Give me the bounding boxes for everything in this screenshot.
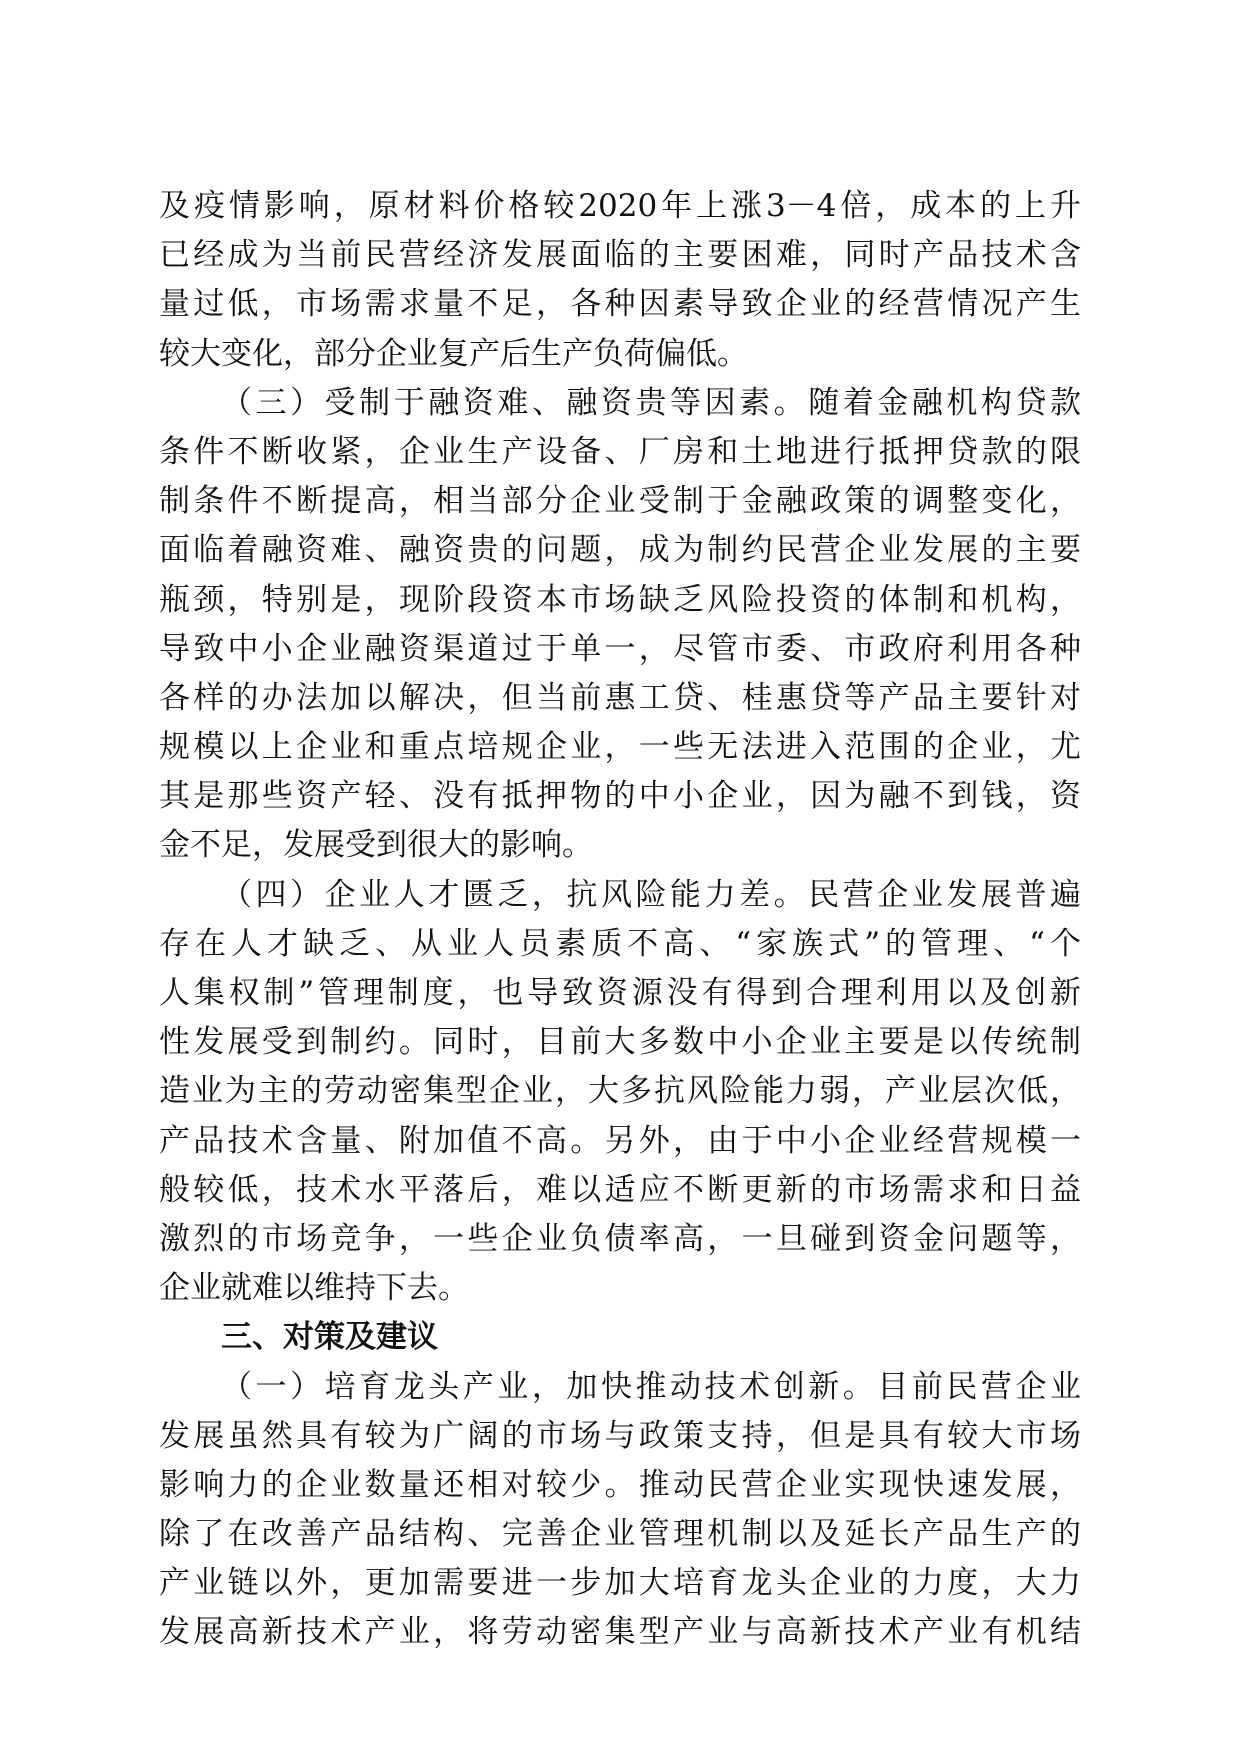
text-line: 其是那些资产轻、没有抵押物的中小企业，因为融不到钱，资 [159,778,1081,815]
text-line: 发展虽然具有较为广阔的市场与政策支持，但是具有较大市场 [159,1417,1081,1454]
text-line: 发展高新技术产业，将劳动密集型产业与高新技术产业有机结 [159,1614,1081,1651]
text-line: 性发展受到制约。同时，目前大多数中小企业主要是以传统制 [159,1024,1081,1061]
text-line: 企业就难以维持下去。 [159,1270,469,1307]
text-line: 面临着融资难、融资贵的问题，成为制约民营企业发展的主要 [159,532,1081,569]
text-line: 金不足，发展受到很大的影响。 [159,827,593,864]
text-line: 除了在改善产品结构、完善企业管理机制以及延长产品生产的 [159,1516,1081,1553]
text-line: 规模以上企业和重点培规企业，一些无法进入范围的企业，尤 [159,729,1081,766]
text-line: 导致中小企业融资渠道过于单一，尽管市委、市政府利用各种 [159,630,1081,667]
paragraph-financing [159,379,1081,871]
document-body [159,182,1081,1658]
text-line: 条件不断收紧，企业生产设备、厂房和土地进行抵押贷款的限 [159,433,1081,470]
text-line: 瓶颈，特别是，现阶段资本市场缺乏风险投资的体制和机构， [159,581,1081,618]
text-line: 各样的办法加以解决，但当前惠工贷、桂惠贷等产品主要针对 [159,679,1081,716]
text-line: （一）培育龙头产业，加快推动技术创新。目前民营企业 [221,1368,1081,1405]
section-heading [159,1313,1081,1362]
text-line: 产业链以外，更加需要进一步加大培育龙头企业的力度，大力 [159,1565,1081,1602]
text-line: 人集权制”管理制度，也导致资源没有得到合理利用以及创新 [159,975,1081,1011]
text-line: 制条件不断提高，相当部分企业受制于金融政策的调整变化， [159,483,1081,520]
text-line: 已经成为当前民营经济发展面临的主要困难，同时产品技术含 [159,237,1081,274]
text-line: 影响力的企业数量还相对较少。推动民营企业实现快速发展， [159,1466,1081,1503]
text-line: （三）受制于融资难、融资贵等因素。随着金融机构贷款 [221,384,1081,421]
text-line: 般较低，技术水平落后，难以适应不断更新的市场需求和日益 [159,1171,1081,1208]
heading-text: 三、对策及建议 [221,1319,438,1356]
text-line: 造业为主的劳动密集型企业，大多抗风险能力弱，产业层次低， [159,1073,1081,1110]
paragraph-continuation [159,182,1081,379]
text-line: 产品技术含量、附加值不高。另外，由于中小企业经营规模一 [159,1122,1081,1159]
text-line: 较大变化，部分企业复产后生产负荷偏低。 [159,335,748,372]
text-line: （四）企业人才匮乏，抗风险能力差。民营企业发展普遍 [221,876,1081,913]
text-line: 及疫情影响，原材料价格较2020年上涨3－4倍，成本的上升 [159,188,1081,224]
text-line: 量过低，市场需求量不足，各种因素导致企业的经营情况产生 [159,286,1081,323]
paragraph-leading-industry [159,1363,1081,1658]
text-line: 激烈的市场竞争，一些企业负债率高，一旦碰到资金问题等， [159,1220,1081,1257]
paragraph-talent [159,871,1081,1314]
text-line: 存在人才缺乏、从业人员素质不高、“家族式”的管理、“个 [159,925,1081,962]
